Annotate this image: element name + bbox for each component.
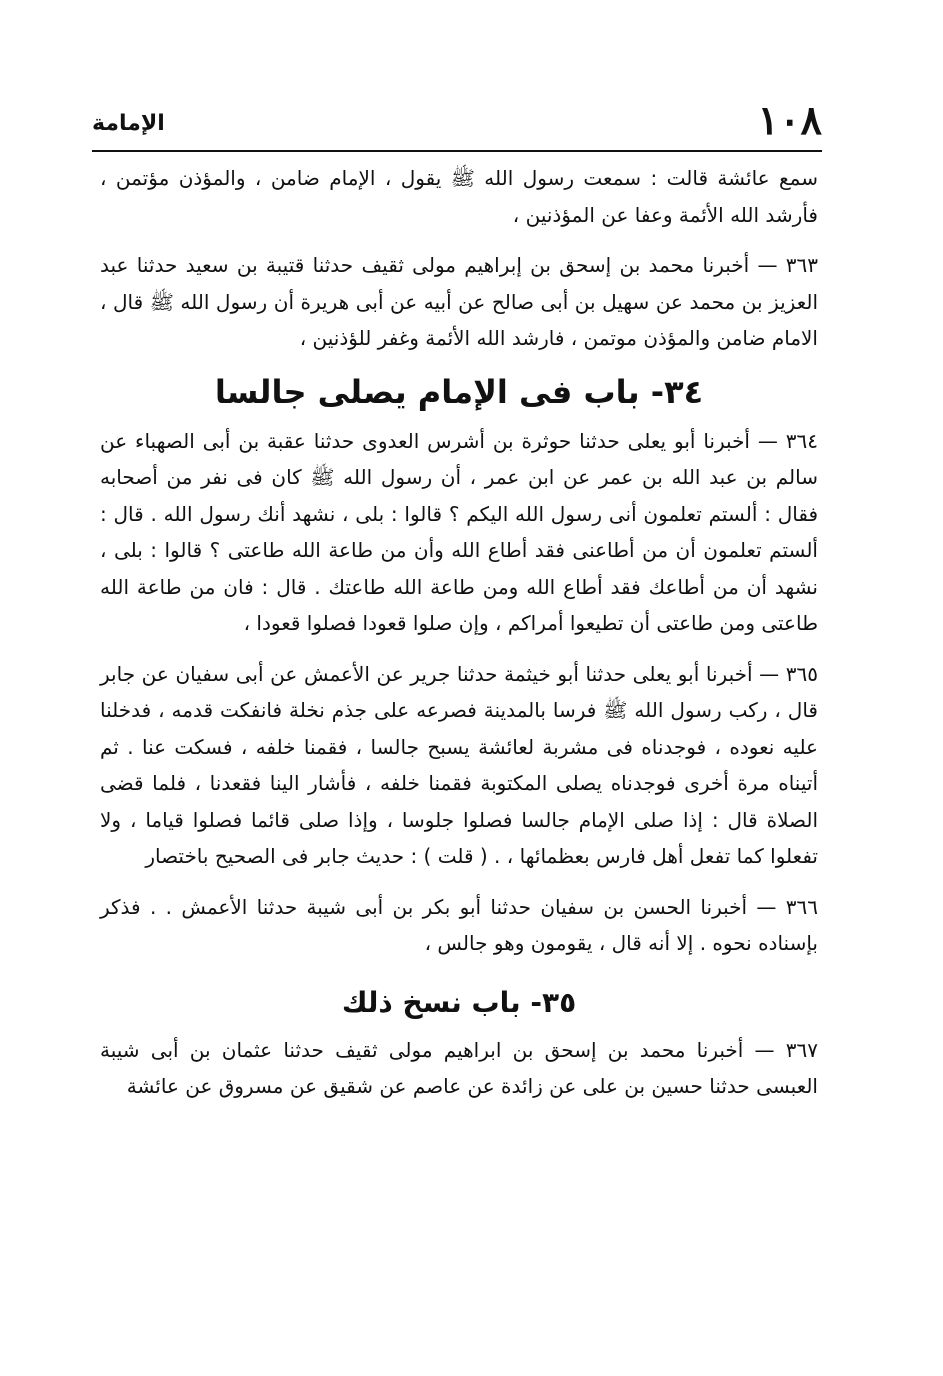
page-number: ١٠٨ — [757, 97, 822, 144]
page-header — [92, 96, 822, 156]
chapter-heading-34: ٣٤- باب فى الإمام يصلى جالسا — [214, 372, 704, 411]
hadith-paragraph-364: ٣٦٤ — أخبرنا أبو يعلى حدثنا حوثرة بن أشرس العدوى حدثنا عقبة بن أبى الصهباء عن سالم بن عبد الله بن عمر عن ابن عمر ، أن رسول الله ﷺ كان فى نفر من أصحابه فقال : ألستم تعلمون أنى رسول الله اليكم ؟ قالوا : بلى ، نشهد أنك رسول الله . قال : ألستم تعلمون أن من أطاعنى فقد أطاع الله وأن من طاعة الله طاعتى ؟ قالوا : بلى ، نشهد أن من أطاعك فقد أطاع الله ومن طاعة الله طاعتك . قال : فان من طاعة الله طاعتى ومن طاعتى أن تطيعوا أمراكم ، وإن صلوا قعودا فصلوا قعودا ، — [100, 428, 818, 635]
hadith-paragraph-367: ٣٦٧ — أخبرنا محمد بن إسحق بن ابراهيم مولى ثقيف حدثنا عثمان بن أبى شيبة العبسى حدثنا حسين بن على عن زائدة عن عاصم عن شقيق عن مسروق عن عائشة — [100, 1037, 818, 1098]
running-title: الإمامة — [92, 111, 165, 136]
page-body — [100, 160, 818, 1105]
hadith-paragraph-366: ٣٦٦ — أخبرنا الحسن بن سفيان حدثنا أبو بكر بن أبى شيبة حدثنا الأعمش . . فذكر بإسناده نحوه . إلا أنه قال ، يقومون وهو جالس ، — [100, 894, 818, 955]
hadith-paragraph-363: ٣٦٣ — أخبرنا محمد بن إسحق بن إبراهيم مولى ثقيف حدثنا قتيبة بن سعيد حدثنا عبد العزيز بن محمد عن سهيل بن أبى صالح عن أبيه عن أبى هريرة أن رسول الله ﷺ قال ، الامام ضامن والمؤذن موتمن ، فارشد الله الأئمة وغفر للؤذنين ، — [100, 253, 818, 350]
chapter-heading-35: ٣٥- باب نسخ ذلك — [341, 985, 577, 1019]
hadith-paragraph-continuation: سمع عائشة قالت : سمعت رسول الله ﷺ يقول ، الإمام ضامن ، والمؤذن مؤتمن ، فأرشد الله الأئمة وعفا عن المؤذنين ، — [100, 166, 818, 227]
hadith-paragraph-365: ٣٦٥ — أخبرنا أبو يعلى حدثنا أبو خيثمة حدثنا جرير عن الأعمش عن أبى سفيان عن جابر قال ، ركب رسول الله ﷺ فرسا بالمدينة فصرعه على جذم نخلة فانفكت قدمه ، فدخلنا عليه نعوده ، فوجدناه فى مشربة لعائشة يسبح جالسا ، فقمنا خلفه ، فسكت عنا . ثم أتيناه مرة أخرى فوجدناه يصلى المكتوبة فقمنا خلفه ، فأشار الينا فقعدنا ، فلما قضى الصلاة قال : إذا صلى الإمام جالسا فصلوا جلوسا ، وإذا صلى قائما فصلوا قياما ، ولا تفعلوا كما تفعل أهل فارس بعظمائها ، . ( قلت ) : حديث جابر فى الصحيح باختصار — [100, 661, 818, 868]
header-divider — [92, 150, 822, 152]
